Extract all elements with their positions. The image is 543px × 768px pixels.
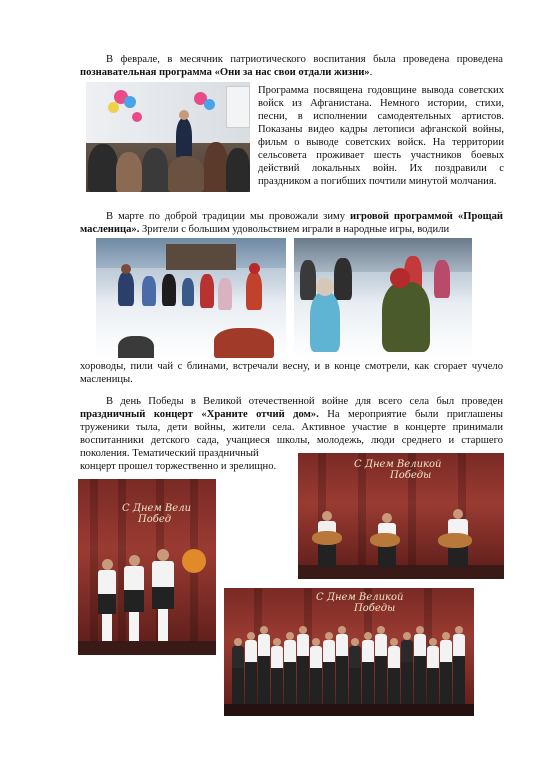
paragraph-maslenitsa-continued: хороводы, пили чай с блинами, встречали весну, и в конце смотрели, как сгорает чучело масленицы. [80,361,503,385]
choir-singer [297,626,309,704]
choir-singer [271,638,283,704]
paragraph-victory-rest: На мероприятие были приглашены труженики тыла, дети войны, жители села. Активное участие в концерте принимали воспитанники детского сада, учащиеся школы, молодежь, люди среднего и старшего поколения. Тематический праздничный [80,409,503,459]
choir-singer [232,638,244,704]
paragraph-february-text: В феврале, в месячник патриотического воспитания была проведена проведена [106,54,503,65]
paragraph-maslenitsa-rest: Зрители с большим удовольствием играли в народные игры, водили [139,224,450,235]
paragraph-victory-intro: В день Победы в Великой отечественной войне для всего села был проведен [106,396,503,407]
choir-singer [414,626,426,704]
paragraph-maslenitsa [80,210,503,236]
choir-singer [323,632,335,704]
choir-singer [427,638,439,704]
banner-text: С Днем Вели Побед [122,503,192,525]
choir-singer [453,626,465,704]
paragraph-february [80,53,503,79]
concert-photo-guitarists [298,453,504,579]
choir-singer [362,632,374,704]
paragraph-february-end: . [369,67,373,78]
choir-singer [388,638,400,704]
program-title-victory: праздничный концерт «Храните отчий дом». [80,409,319,420]
banner-text: С Днем Великой Победы [316,592,404,614]
choir-singer [440,632,452,704]
choir-singer [258,626,270,704]
concert-photo-girls [78,479,216,655]
maslenitsa-photo-2 [294,238,472,358]
choir-singer [336,626,348,704]
banner-text: С Днем Великой Победы [354,459,442,481]
choir-singer [245,632,257,704]
paragraph-victory-day [80,395,503,460]
choir-singer [310,638,322,704]
choir-singer [375,626,387,704]
afghanistan-event-photo [86,82,250,192]
maslenitsa-photo-1 [96,238,286,358]
paragraph-afghanistan: Программа посвящена годовщине вывода советских войск из Афганистана. Немного истории, стихи, песни, в исполнении самодеятельных артистов. Показаны видео кадры летописи афганской войны, фильм о выводе советских войск. На территории сельсовета проживает шесть участников боевых действий локальных войн. Их поздравили с праздником а погибших почтили минутой молчания. [258,85,504,187]
choir-singer [401,632,413,704]
paragraph-maslenitsa-intro: В марте по доброй традиции мы провожали зиму [106,211,351,222]
paragraph-victory-continued: концерт прошел торжественно и зрелищно. [80,461,277,472]
concert-photo-choir [224,588,474,716]
choir-singer [284,632,296,704]
choir-singer [349,638,361,704]
program-title-maslenitsa: игровой программой «Прощай масленица». [80,211,503,235]
program-title-february: познавательная программа «Они за нас свои отдали жизни» [80,67,370,78]
